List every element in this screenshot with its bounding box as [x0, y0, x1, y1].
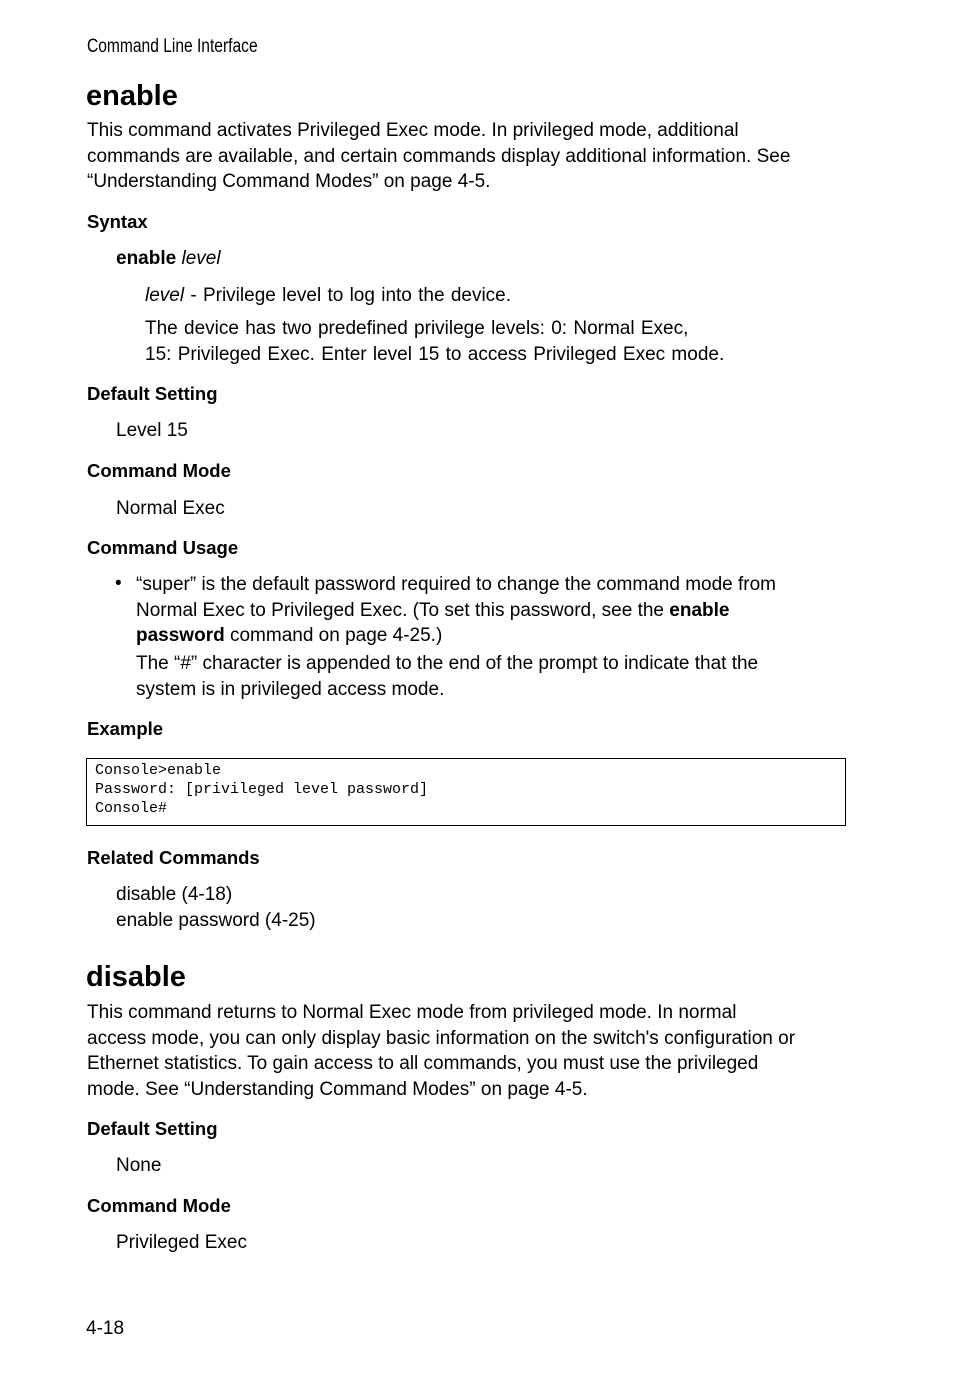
usage-bold-command: password: [136, 625, 225, 646]
disable-description-line: access mode, you can only display basic information on the switch's configuration or: [87, 1027, 796, 1049]
enable-title: enable: [86, 80, 178, 112]
code-line: Console>enable: [95, 762, 222, 779]
usage-line-text: command on page 4-25.): [224, 625, 443, 646]
related-heading: Related Commands: [87, 847, 260, 868]
usage-item: [136, 572, 776, 649]
related-item: disable (4-18): [116, 884, 233, 905]
usage-heading: Command Usage: [87, 537, 239, 558]
related-list: [116, 882, 316, 933]
running-head: Command Line Interface: [87, 36, 258, 57]
usage-note-line: system is in privileged access mode.: [136, 678, 445, 700]
enable-description-line: This command activates Privileged Exec mode. In privileged mode, additional: [87, 120, 739, 141]
levels-note-line: 15: Privileged Exec. Enter level 15 to access Privileged Exec mode.: [145, 343, 725, 365]
parameter-text: - Privilege level to log into the device.: [184, 285, 512, 306]
example-heading: Example: [87, 718, 164, 739]
disable-default-heading: Default Setting: [87, 1118, 218, 1139]
disable-default-value: None: [116, 1155, 162, 1176]
bullet-icon: •: [115, 573, 122, 594]
usage-line: [136, 598, 776, 624]
code-line: Console#: [95, 800, 168, 817]
usage-line-text: Normal Exec to Privileged Exec. (To set this password, see the: [136, 599, 670, 621]
levels-note-line: The device has two predefined privilege levels: 0: Normal Exec,: [145, 318, 689, 339]
usage-line: “super” is the default password required to change the command mode from: [136, 574, 776, 595]
enable-description-line: “Understanding Command Modes” on page 4-5.: [87, 171, 491, 192]
syntax-parameter: level: [181, 248, 221, 269]
disable-description-line: mode. See “Understanding Command Modes” on page 4-5.: [87, 1078, 588, 1100]
code-line: Password: [privileged level password]: [95, 781, 429, 798]
usage-line: [136, 623, 776, 649]
disable-description: [87, 1000, 795, 1102]
parameter-name: level: [145, 285, 185, 306]
usage-note-line: The “#” character is appended to the end of the prompt to indicate that the: [136, 653, 759, 674]
syntax-heading: Syntax: [87, 211, 148, 232]
levels-note: [145, 316, 724, 367]
example-code-box: [86, 758, 846, 826]
disable-mode-value: Privileged Exec: [116, 1232, 247, 1253]
disable-description-line: Ethernet statistics. To gain access to all commands, you must use the privileged: [87, 1053, 759, 1074]
disable-mode-heading: Command Mode: [87, 1195, 231, 1216]
disable-title: disable: [86, 961, 186, 993]
usage-bold-command: enable: [669, 599, 730, 621]
enable-default-heading: Default Setting: [87, 383, 218, 404]
enable-description: [87, 118, 790, 195]
related-item: enable password (4-25): [116, 909, 316, 931]
enable-default-value: Level 15: [116, 420, 188, 441]
usage-note: [136, 651, 758, 702]
syntax-command: enable: [116, 248, 177, 269]
parameter-description: [145, 283, 511, 309]
enable-mode-heading: Command Mode: [87, 460, 231, 481]
syntax-line: [116, 246, 221, 272]
page-number: 4-18: [86, 1318, 125, 1339]
disable-description-line: This command returns to Normal Exec mode from privileged mode. In normal: [87, 1002, 737, 1023]
enable-description-line: commands are available, and certain commands display additional information. See: [87, 145, 791, 167]
enable-mode-value: Normal Exec: [116, 498, 225, 519]
